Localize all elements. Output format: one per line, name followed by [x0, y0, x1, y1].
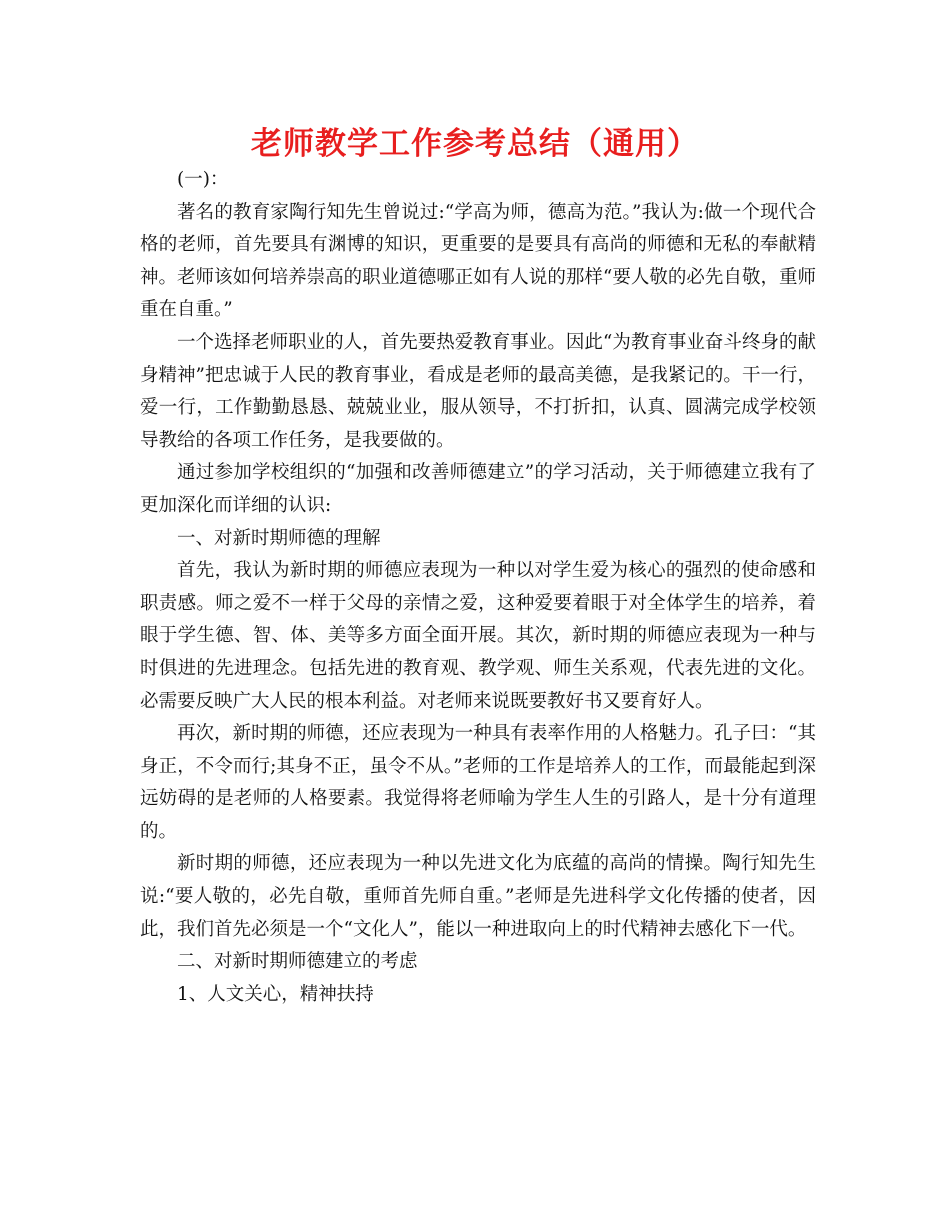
paragraph-section-marker: (一)：: [177, 169, 229, 190]
paragraph-study-activity: 通过参加学校组织的“加强和改善师德建立”的学习活动，关于师德建立我有了更加深化而详细的认识:: [140, 462, 816, 516]
paragraph-intro-quote: 著名的教育家陶行知先生曾说过:“学高为师，德高为范。”我认为:做一个现代合格的老师，首先要具有渊博的知识，更重要的是要具有高尚的师德和无私的奉献精神。老师该如何培养崇高的职业道德哪正如有人说的那样“要人敬的必先自敬，重师重在自重。”: [140, 201, 816, 321]
paragraph-love-career: 一个选择老师职业的人，首先要热爱教育事业。因此“为教育事业奋斗终身的献身精神”把忠诚于人民的教育事业，看成是老师的最高美德，是我紧记的。干一行，爱一行，工作勤勤恳恳、兢兢业业，服从领导，不打折扣，认真、圆满完成学校领导教给的各项工作任务，是我要做的。: [140, 331, 816, 451]
heading-understanding: 一、对新时期师德的理解: [177, 527, 381, 549]
paragraph-third-point: 新时期的师德，还应表现为一种以先进文化为底蕴的高尚的情操。陶行知先生说:“要人敬的，必先自敬，重师首先师自重。”老师是先进科学文化传播的使者，因此，我们首先必须是一个“文化人”，能以一种进取向上的时代精神去感化下一代。: [140, 853, 816, 940]
paragraph-second-point: 再次，新时期的师德，还应表现为一种具有表率作用的人格魅力。孔子曰：“其身正，不令而行;其身不正，虽令不从。”老师的工作是培养人的工作，而最能起到深远妨碍的是老师的人格要素。我觉得将老师喻为学生人生的引路人，是十分有道理的。: [140, 723, 816, 842]
document-title: 老师教学工作参考总结（通用）: [251, 126, 699, 162]
document-body: [140, 164, 816, 1011]
paragraph-first-point: 首先，我认为新时期的师德应表现为一种以对学生爱为核心的强烈的使命感和职责感。师之爱不一样于父母的亲情之爱，这种爱要着眼于对全体学生的培养，着眼于学生德、智、体、美等多方面全面开展。其次，新时期的师德应表现为一种与时俱进的先进理念。包括先进的教育观、教学观、师生关系观，代表先进的文化。必需要反映广大人民的根本利益。对老师来说既要教好书又要育好人。: [140, 560, 816, 712]
heading-considerations: 二、对新时期师德建立的考虑: [177, 951, 418, 973]
subheading-humanistic-care: 1、人文关心，精神扶持: [177, 983, 374, 1005]
